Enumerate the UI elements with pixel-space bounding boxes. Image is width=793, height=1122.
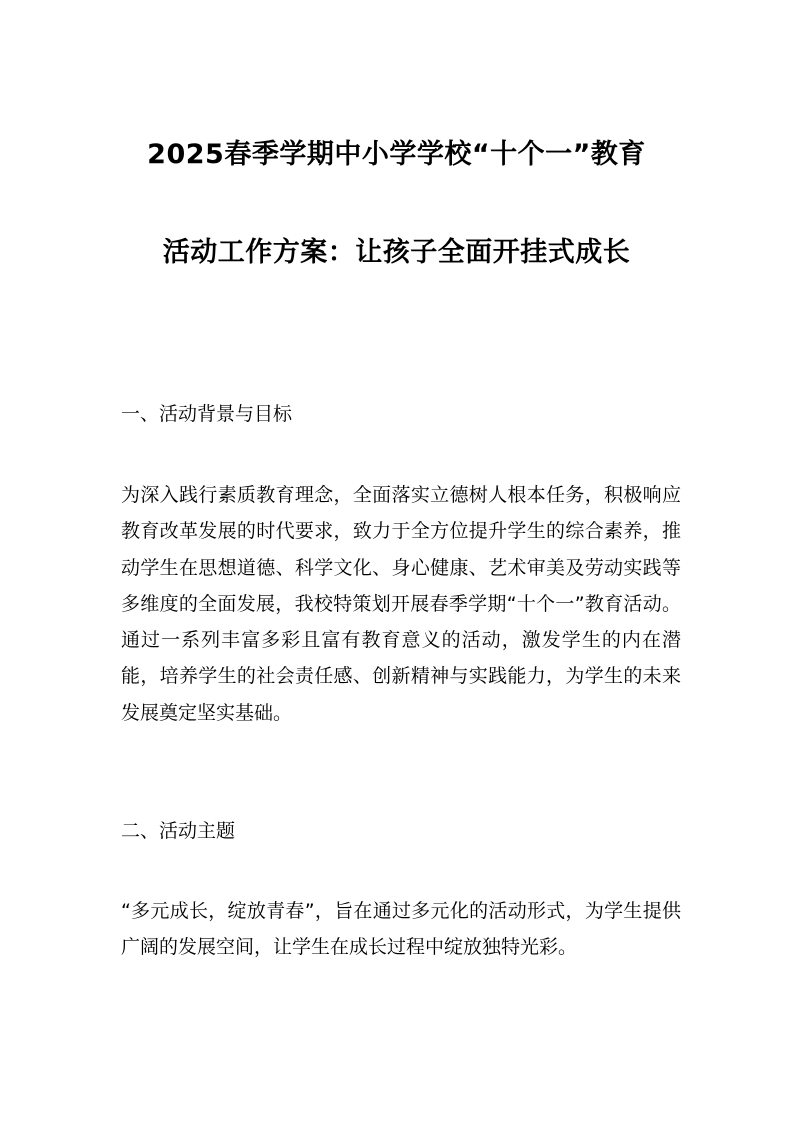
section-heading-theme: 二、活动主题 [121,820,236,842]
section-body-background: 为深入践行素质教育理念，全面落实立德树人根本任务，积极响应教育改革发展的时代要求，致力于全方位提升学生的综合素养，推动学生在思想道德、科学文化、身心健康、艺术审美及劳动实践等多维度的全面发展，我校特策划开展春季学期“十个一”教育活动。通过一系列丰富多彩且富有教育意义的活动，激发学生的内在潜能，培养学生的社会责任感、创新精神与实践能力，为学生的未来发展奠定坚实基础。 [121,484,681,724]
document-title-line-1: 2025春季学期中小学学校“十个一”教育 [147,139,646,170]
document-title-line-2: 活动工作方案：让孩子全面开挂式成长 [162,237,631,268]
section-body-theme: “多元成长，绽放青春”，旨在通过多元化的活动形式，为学生提供广阔的发展空间，让学生在成长过程中绽放独特光彩。 [121,900,681,959]
section-heading-background: 一、活动背景与目标 [121,403,293,425]
